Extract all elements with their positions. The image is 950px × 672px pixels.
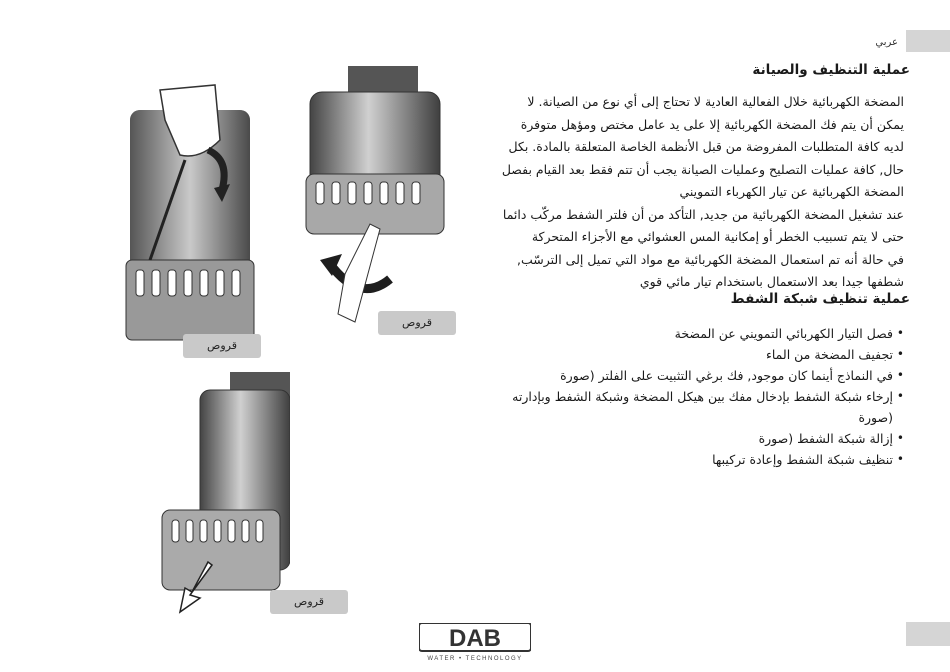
pump-screwdriver-illustration xyxy=(90,80,270,350)
paragraph-line: حال, كافة عمليات التصليح وعمليات الصيانة يجب أن تتم فقط بعد القيام بفصل xyxy=(501,161,904,177)
paragraph-line: حتى لا يتم تسبيب الخطر أو إمكانية المس العشوائي مع الأجزاء المتحركة xyxy=(531,229,904,244)
pump-grid-removal-illustration xyxy=(150,370,290,616)
paragraph-line: عند تشغيل المضخة الكهربائية من جديد, التأكد من أن فلتر الشفط مركّب دائما xyxy=(502,206,904,222)
maintenance-paragraph xyxy=(484,91,904,294)
paragraph-line: المضخة الكهربائية عن تيار الكهرباء التمويني xyxy=(679,184,904,199)
list-item: • إرخاء شبكة الشفط بإدخال مفك بين هيكل المضخة وشبكة الشفط وبإدارته (صورة xyxy=(484,386,904,428)
paragraph-line: المضخة الكهربائية خلال الفعالية العادية لا تحتاج إلى أي نوع من الصيانة. لا xyxy=(527,94,904,109)
dab-logo xyxy=(419,623,531,663)
logo-text: DAB xyxy=(449,625,501,652)
cleaning-steps-list xyxy=(484,323,904,470)
language-tab xyxy=(906,30,950,52)
figure-caption: قروص xyxy=(270,590,348,614)
list-item: • فصل التيار الكهربائي التمويني عن المضخة xyxy=(484,323,904,344)
list-item: • تنظيف شبكة الشفط وإعادة تركيبها xyxy=(484,449,904,470)
section-title-maintenance: عملية التنظيف والصيانة xyxy=(752,62,910,78)
pump-rotation-illustration xyxy=(290,64,450,328)
page-number-tab xyxy=(906,622,950,646)
list-item: • إزالة شبكة الشفط (صورة xyxy=(484,428,904,449)
list-item: • في النماذج أينما كان موجود, فك برغي التثبيت على الفلتر (صورة xyxy=(484,365,904,386)
figure-caption: قروص xyxy=(183,334,261,358)
section-title-suction-grid: عملية تنظيف شبكة الشفط xyxy=(730,291,910,307)
logo-tagline: WATER • TECHNOLOGY xyxy=(427,656,523,662)
paragraph-line: شطفها جيدا بعد الاستعمال باستخدام تيار مائي قوي xyxy=(639,274,904,289)
list-item: • تجفيف المضخة من الماء xyxy=(484,344,904,365)
language-label: عربي xyxy=(875,37,898,48)
paragraph-line: في حالة أنه تم استعمال المضخة الكهربائية مع مواد التي تميل إلى الترسّب, xyxy=(517,251,904,267)
paragraph-line: يمكن أن يتم فك المضخة الكهربائية إلا على يد عامل مختص ومؤهل متوفرة xyxy=(520,116,904,132)
paragraph-line: لديه كافة المتطلبات المفروضة من قبل الأنظمة الخاصة المتعلقة بالمادة. بكل xyxy=(508,139,904,154)
figure-caption: قروص xyxy=(378,311,456,335)
